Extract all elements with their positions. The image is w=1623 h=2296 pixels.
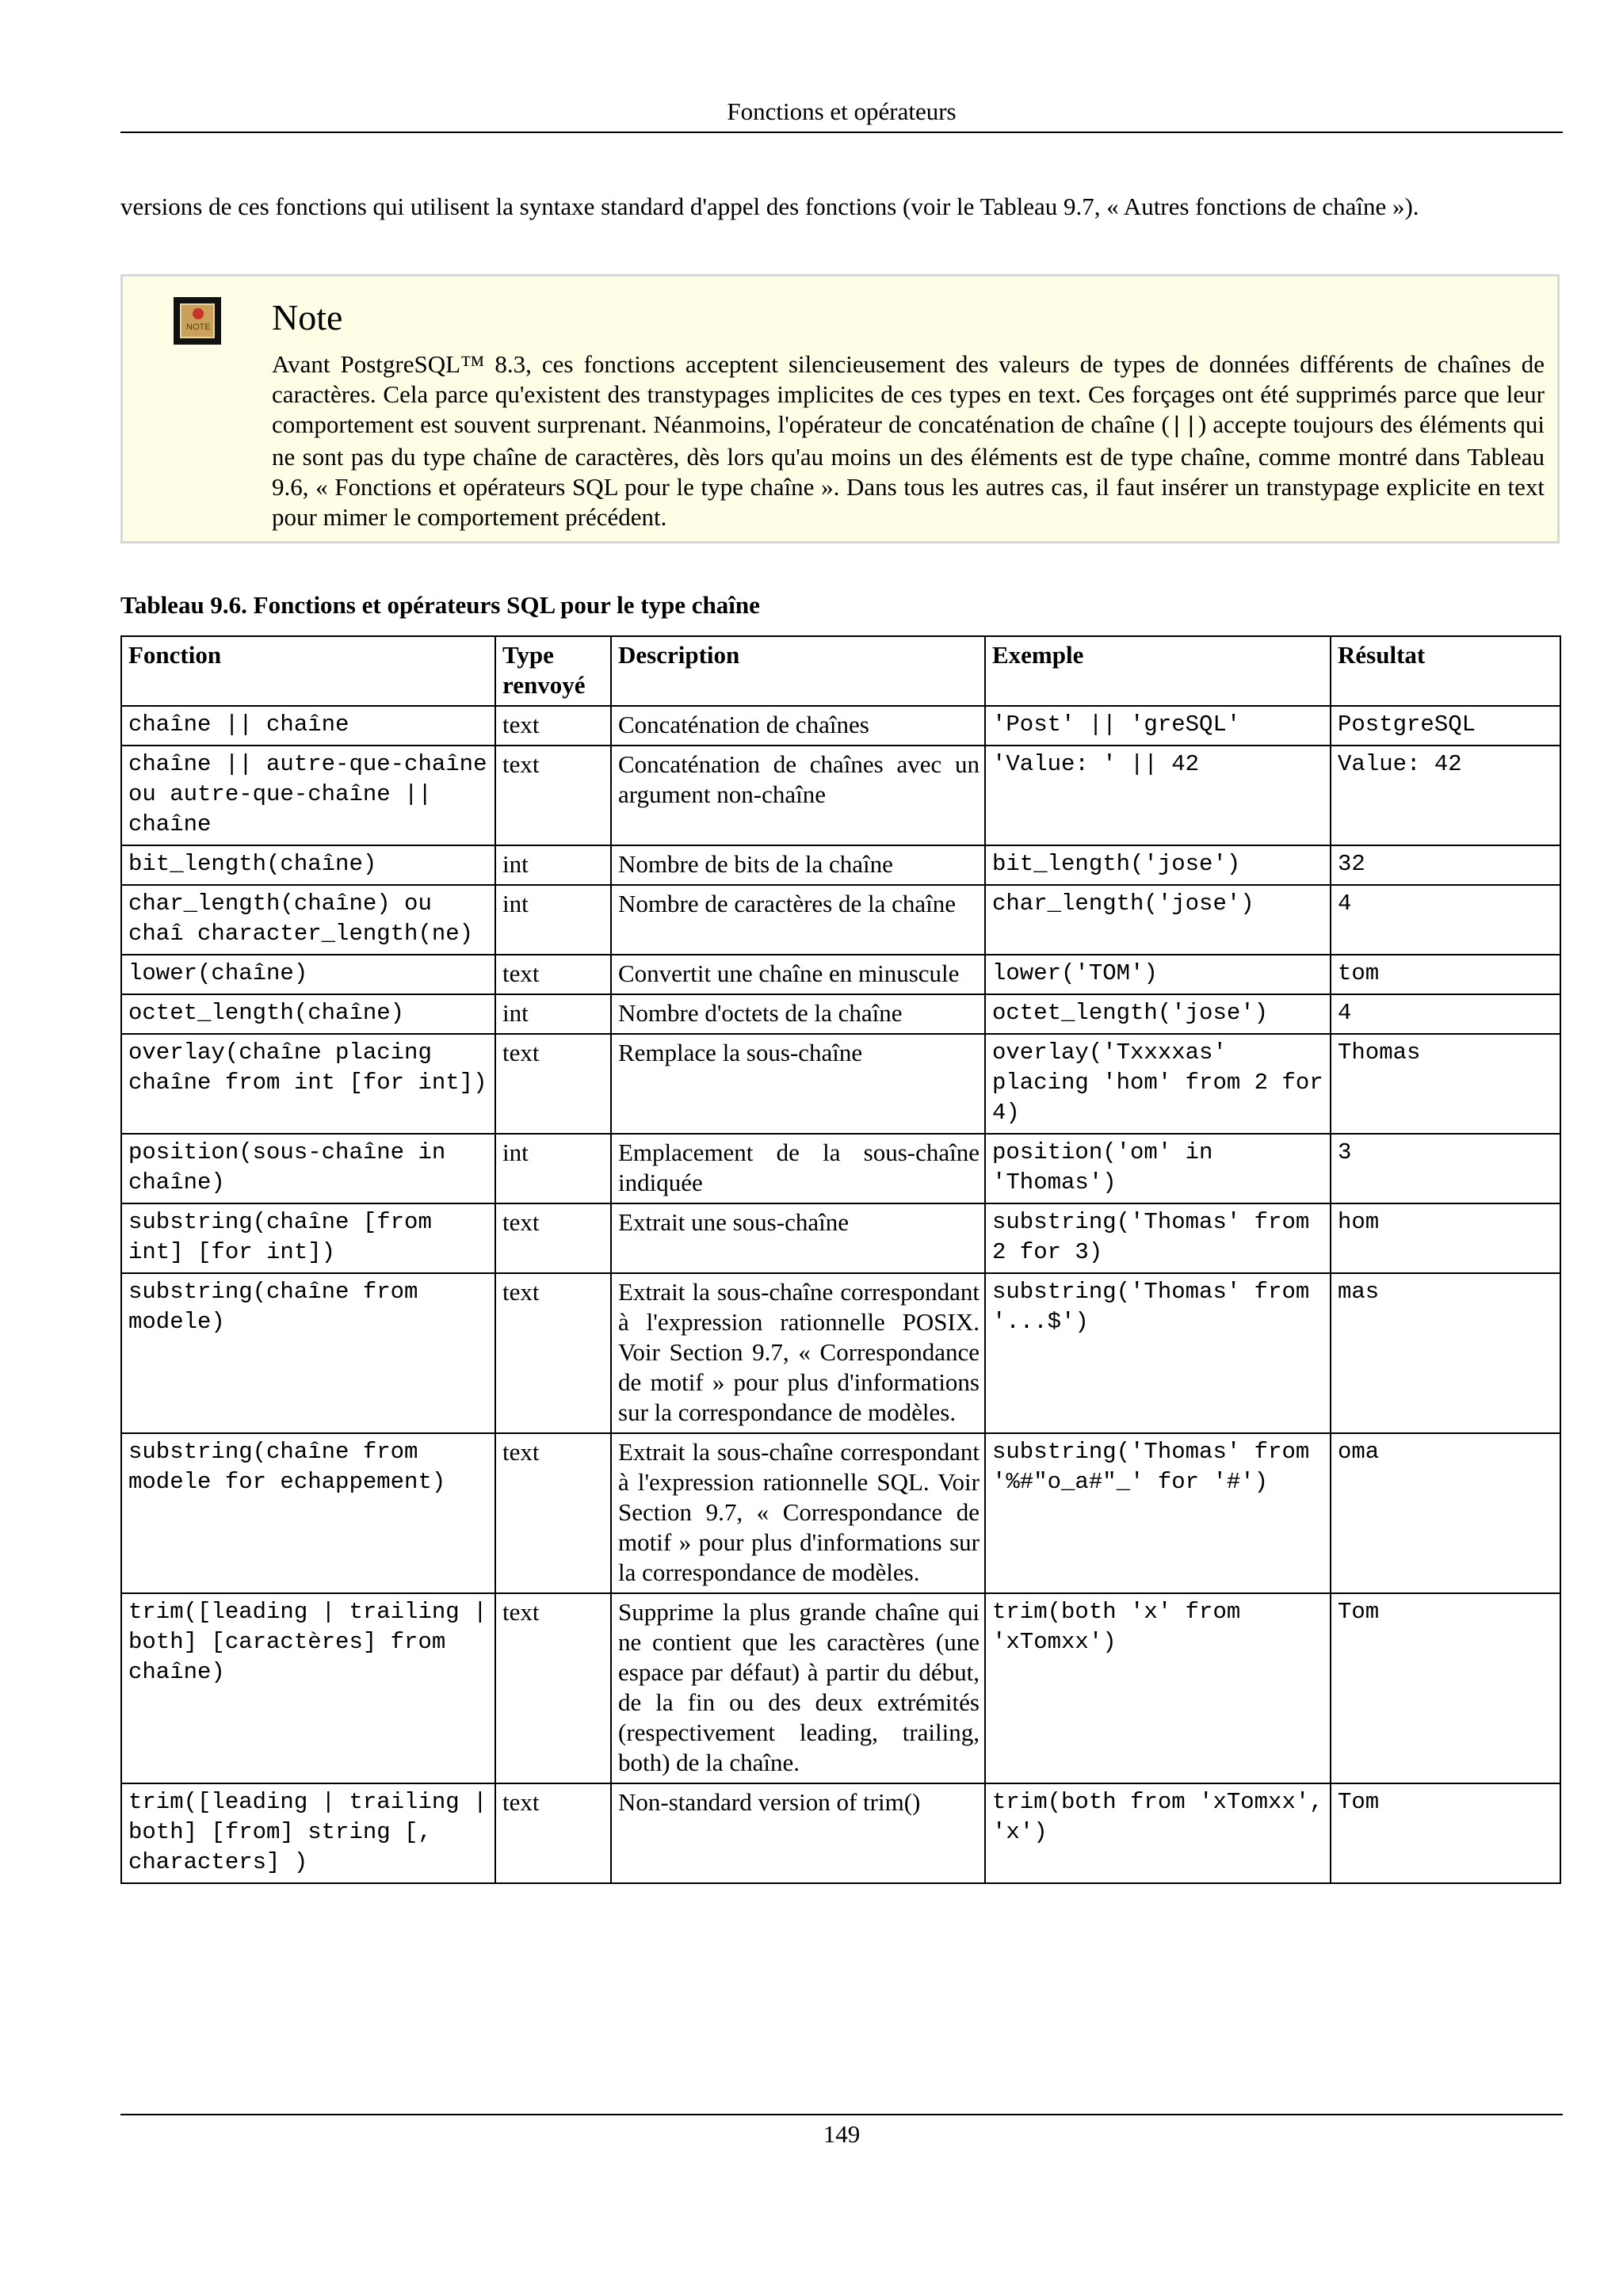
- result-cell: Value: 42: [1331, 746, 1560, 845]
- header-cell: Description: [611, 636, 985, 706]
- table-row: [121, 994, 1560, 1034]
- result-cell: Thomas: [1331, 1034, 1560, 1134]
- description-cell: Convertit une chaîne en minuscule: [611, 955, 985, 994]
- note-box: [120, 274, 1560, 543]
- example-cell: trim(both 'x' from 'xTomxx'): [985, 1593, 1331, 1783]
- return-type-cell: text: [495, 1273, 611, 1433]
- result-cell: hom: [1331, 1203, 1560, 1273]
- table-row: [121, 1273, 1560, 1433]
- return-type-cell: text: [495, 1593, 611, 1783]
- description-cell: Supprime la plus grande chaîne qui ne contient que les caractères (une espace par défaut) à partir du début, de la fin ou des deux extrémités (respectivement leading, trailing, both) de la chaîne.: [611, 1593, 985, 1783]
- example-cell: 'Post' || 'greSQL': [985, 706, 1331, 746]
- description-cell: Remplace la sous-chaîne: [611, 1034, 985, 1134]
- result-cell: 3: [1331, 1134, 1560, 1203]
- return-type-cell: int: [495, 885, 611, 955]
- function-cell: substring(chaîne from modele for echappement): [121, 1433, 495, 1593]
- return-type-cell: text: [495, 1433, 611, 1593]
- function-cell: substring(chaîne [from int] [for int]): [121, 1203, 495, 1273]
- description-cell: Non-standard version of trim(): [611, 1783, 985, 1883]
- example-cell: trim(both from 'xTomxx', 'x'): [985, 1783, 1331, 1883]
- table-row: [121, 1203, 1560, 1273]
- table-row: [121, 1433, 1560, 1593]
- page-number: 149: [823, 2120, 861, 2148]
- description-cell: Nombre de bits de la chaîne: [611, 845, 985, 885]
- footer-rule: [120, 2114, 1563, 2115]
- return-type-cell: int: [495, 994, 611, 1034]
- table-row: [121, 706, 1560, 746]
- header-cell: Exemple: [985, 636, 1331, 706]
- table-body: [121, 706, 1560, 1883]
- result-cell: Tom: [1331, 1593, 1560, 1783]
- result-cell: oma: [1331, 1433, 1560, 1593]
- table-row: [121, 1783, 1560, 1883]
- return-type-cell: text: [495, 706, 611, 746]
- result-cell: 4: [1331, 885, 1560, 955]
- result-cell: PostgreSQL: [1331, 706, 1560, 746]
- return-type-cell: int: [495, 845, 611, 885]
- table-row: [121, 1593, 1560, 1783]
- description-cell: Nombre d'octets de la chaîne: [611, 994, 985, 1034]
- function-cell: position(sous-chaîne in chaîne): [121, 1134, 495, 1203]
- description-cell: Emplacement de la sous-chaîne indiquée: [611, 1134, 985, 1203]
- function-cell: lower(chaîne): [121, 955, 495, 994]
- note-paper-shape: [180, 303, 215, 338]
- example-cell: 'Value: ' || 42: [985, 746, 1331, 845]
- description-cell: Nombre de caractères de la chaîne: [611, 885, 985, 955]
- result-cell: 4: [1331, 994, 1560, 1034]
- table-row: [121, 955, 1560, 994]
- concat-operator: ||: [1169, 414, 1198, 441]
- example-cell: substring('Thomas' from 2 for 3): [985, 1203, 1331, 1273]
- function-cell: octet_length(chaîne): [121, 994, 495, 1034]
- result-cell: 32: [1331, 845, 1560, 885]
- note-icon-label: NOTE: [186, 322, 211, 332]
- return-type-cell: int: [495, 1134, 611, 1203]
- function-cell: trim([leading | trailing | both] [from] string [, characters] ): [121, 1783, 495, 1883]
- header-cell: Type renvoyé: [495, 636, 611, 706]
- example-cell: octet_length('jose'): [985, 994, 1331, 1034]
- header-cell: Résultat: [1331, 636, 1560, 706]
- description-cell: Extrait la sous-chaîne correspondant à l'expression rationnelle POSIX. Voir Section 9.7, « Correspondance de motif » pour plus d'informations sur la correspondance de modèles.: [611, 1273, 985, 1433]
- function-cell: substring(chaîne from modele): [121, 1273, 495, 1433]
- description-cell: Extrait une sous-chaîne: [611, 1203, 985, 1273]
- note-body: [272, 349, 1545, 532]
- example-cell: substring('Thomas' from '...$'): [985, 1273, 1331, 1433]
- function-cell: chaîne || chaîne: [121, 706, 495, 746]
- note-text-part2: ) accepte toujours des éléments qui ne sont pas du type chaîne de caractères, dès lors qu'au moins un des éléments est de type chaîne, comme montré dans Tableau 9.6, « Fonctions et opérateurs SQL pour le type chaîne ». Dans tous les autres cas, il faut insérer un transtypage explicite en text pour mimer le comportement précédent.: [272, 410, 1545, 531]
- example-cell: substring('Thomas' from '%#"o_a#"_' for '#'): [985, 1433, 1331, 1593]
- function-cell: char_length(chaîne) ou chaî character_length(ne): [121, 885, 495, 955]
- note-text-part1: Avant PostgreSQL™ 8.3, ces fonctions acceptent silencieusement des valeurs de types de données différents de chaînes de caractères. Cela parce qu'existent des transtypages implicites de ces types en text. Ces forçages ont été supprimés parce que leur comportement est souvent surprenant. Néanmoins, l'opérateur de concaténation de chaîne (: [272, 350, 1545, 438]
- table-header-row: [121, 636, 1560, 706]
- example-cell: position('om' in 'Thomas'): [985, 1134, 1331, 1203]
- example-cell: char_length('jose'): [985, 885, 1331, 955]
- function-cell: overlay(chaîne placing chaîne from int [for int]): [121, 1034, 495, 1134]
- example-cell: overlay('Txxxxas' placing 'hom' from 2 for 4): [985, 1034, 1331, 1134]
- result-cell: Tom: [1331, 1783, 1560, 1883]
- return-type-cell: text: [495, 1203, 611, 1273]
- description-cell: Concaténation de chaînes: [611, 706, 985, 746]
- function-cell: trim([leading | trailing | both] [caractères] from chaîne): [121, 1593, 495, 1783]
- return-type-cell: text: [495, 746, 611, 845]
- function-cell: bit_length(chaîne): [121, 845, 495, 885]
- example-cell: lower('TOM'): [985, 955, 1331, 994]
- header-cell: Fonction: [121, 636, 495, 706]
- string-functions-table: [120, 635, 1561, 1884]
- description-cell: Extrait la sous-chaîne correspondant à l'expression rationnelle SQL. Voir Section 9.7, « Correspondance de motif » pour plus d'informations sur la correspondance de modèles.: [611, 1433, 985, 1593]
- note-icon: [174, 297, 221, 345]
- table-row: [121, 1134, 1560, 1203]
- intro-paragraph: versions de ces fonctions qui utilisent la syntaxe standard d'appel des fonctions (voir le Tableau 9.7, « Autres fonctions de chaîne »).: [120, 193, 1419, 220]
- table-row: [121, 746, 1560, 845]
- return-type-cell: text: [495, 1783, 611, 1883]
- table-row: [121, 845, 1560, 885]
- result-cell: tom: [1331, 955, 1560, 994]
- example-cell: bit_length('jose'): [985, 845, 1331, 885]
- table-caption: Tableau 9.6. Fonctions et opérateurs SQL pour le type chaîne: [120, 591, 760, 619]
- table-row: [121, 1034, 1560, 1134]
- pin-icon: [193, 308, 204, 319]
- running-header: Fonctions et opérateurs: [120, 93, 1563, 133]
- return-type-cell: text: [495, 955, 611, 994]
- function-cell: chaîne || autre-que-chaîne ou autre-que-chaîne || chaîne: [121, 746, 495, 845]
- return-type-cell: text: [495, 1034, 611, 1134]
- description-cell: Concaténation de chaînes avec un argument non-chaîne: [611, 746, 985, 845]
- result-cell: mas: [1331, 1273, 1560, 1433]
- table-row: [121, 885, 1560, 955]
- note-title: Note: [272, 297, 343, 338]
